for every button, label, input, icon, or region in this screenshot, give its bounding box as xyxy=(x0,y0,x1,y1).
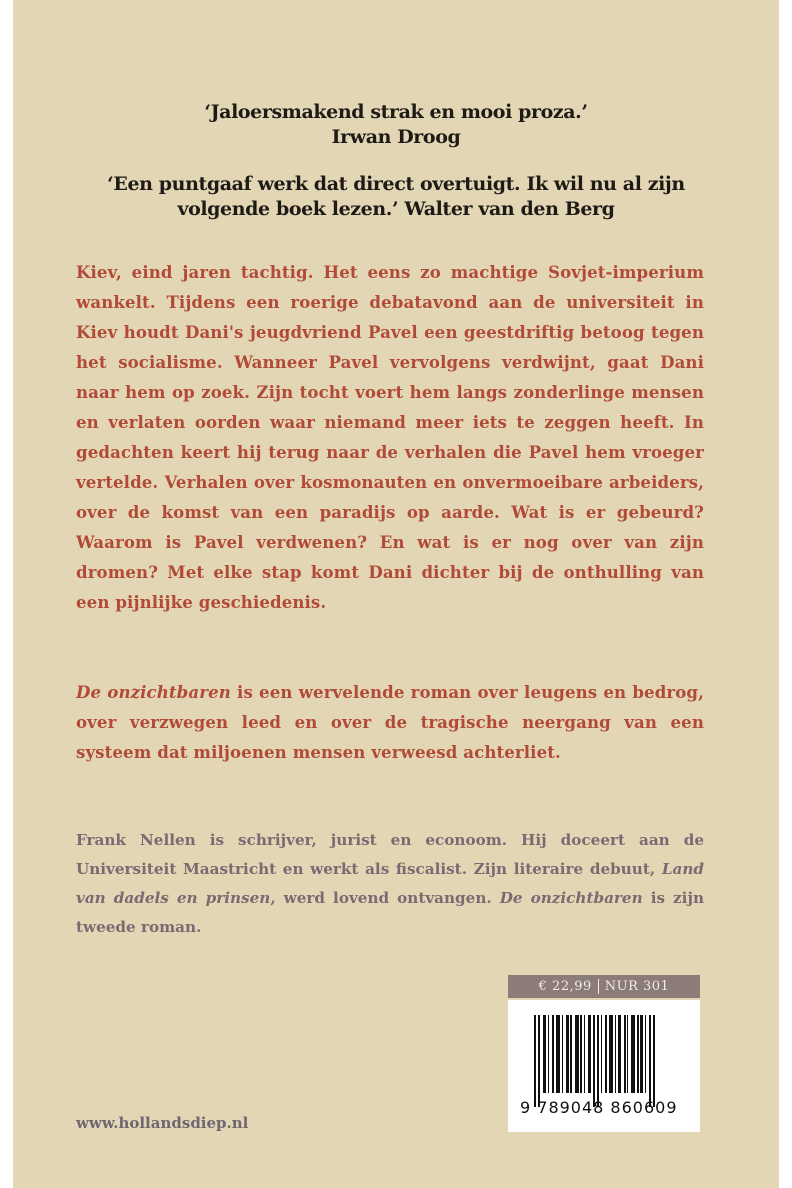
book-title: De onzichtbaren xyxy=(499,889,643,907)
bio-text xyxy=(76,826,704,942)
divider xyxy=(598,979,599,994)
quote-author: Walter van den Berg xyxy=(404,198,615,220)
price-nur-box xyxy=(508,975,700,998)
price: € 22,99 xyxy=(538,979,592,994)
quote-text: ‘Jaloersmakend strak en mooi proza.’ xyxy=(204,101,588,123)
blurb-text-rest: is een wervelende roman over leugens en bedrog, over verzwegen leed en over de tragische neergang van een systeem dat miljoenen mensen verweesd achterliet. xyxy=(76,682,704,762)
bio-text-part: Frank Nellen is schrijver, jurist en econoom. Hij doceert aan de Universiteit Maastricht en werkt als fiscalist. Zijn literaire debuut, xyxy=(76,831,704,878)
quote-author: Irwan Droog xyxy=(331,126,461,148)
quote-text: ‘Een puntgaaf werk dat direct overtuigt. Ik wil nu al zijn volgende boek lezen.’ xyxy=(107,173,685,220)
bio-text-part: is zijn tweede roman. xyxy=(76,889,704,936)
barcode xyxy=(508,1000,700,1132)
book-title: De onzichtbaren xyxy=(76,682,231,702)
blurb-paragraph-1 xyxy=(76,257,704,617)
review-quote xyxy=(96,172,696,222)
barcode-bars xyxy=(534,1015,680,1107)
nur-code: NUR 301 xyxy=(604,979,670,994)
publisher-website[interactable]: www.hollandsdiep.nl xyxy=(76,1114,249,1132)
debut-title: Land van dadels en prinsen xyxy=(76,860,704,907)
review-quotes xyxy=(13,100,779,222)
blurb-text: Kiev, eind jaren tachtig. Het eens zo machtige Sovjet-imperium wankelt. Tijdens een roerige debatavond aan de universiteit in Kiev houdt Dani's jeugdvriend Pavel een geestdriftig betoog tegen het socialisme. Wanneer Pavel vervolgens verdwijnt, gaat Dani naar hem op zoek. Zijn tocht voert hem langs zonderlinge mensen en verlaten oorden waar niemand meer iets te zeggen heeft. In gedachten keert hij terug naar de verhalen die Pavel hem vroeger vertelde. Verhalen over kosmonauten en onvermoeibare arbeiders, over de komst van een paradijs op aarde. Wat is er gebeurd? Waarom is Pavel verdwenen? En wat is er nog over van zijn dromen? Met elke stap komt Dani dichter bij de onthulling van een pijnlijke geschiedenis. xyxy=(76,262,704,612)
isbn-number: 9 789048 860609 xyxy=(520,1098,678,1117)
book-back-cover xyxy=(13,0,779,1188)
review-quote xyxy=(13,100,779,150)
bio-text-part: , werd lovend ontvangen. xyxy=(270,889,500,907)
blurb-text xyxy=(76,677,704,767)
author-bio xyxy=(76,826,704,942)
blurb-paragraph-2 xyxy=(76,677,704,767)
